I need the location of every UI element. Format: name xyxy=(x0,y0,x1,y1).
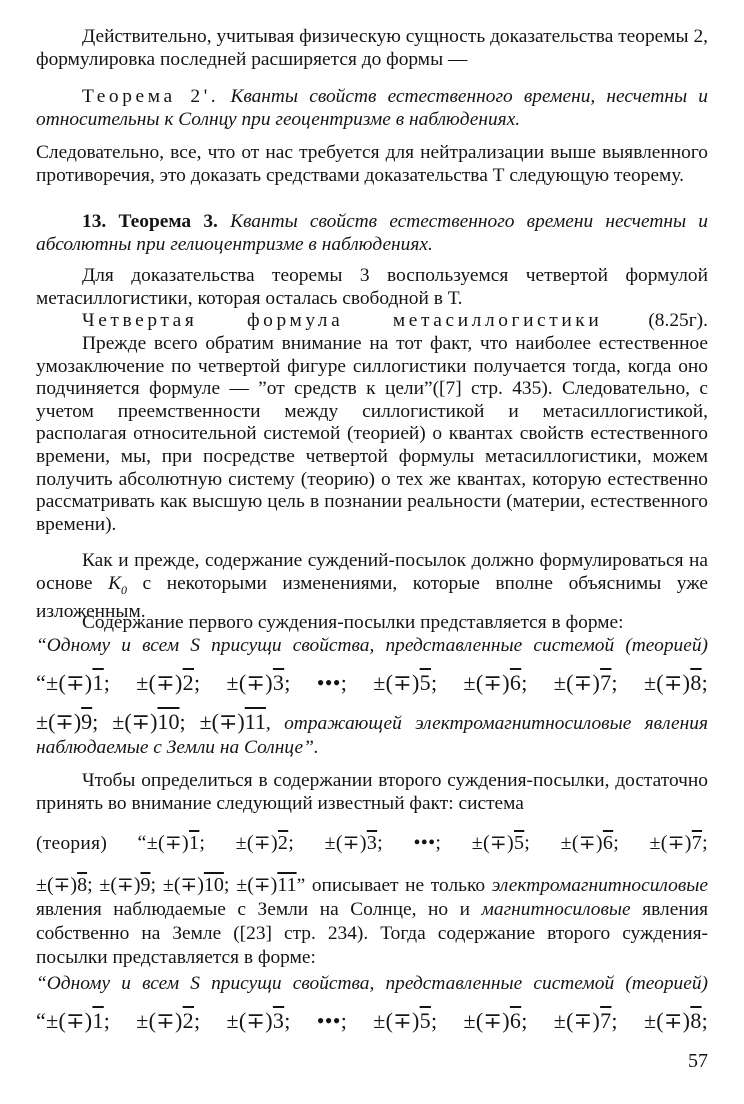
premise-1-heading: “Одному и всем S присущи свойства, представленные системой (теорией) xyxy=(36,635,708,656)
paragraph-7: Чтобы определиться в содержании второго суждения-посылки, достаточно принять во внимание следующий известный факт: система xyxy=(36,770,708,814)
premise-2-formula-line-1: “±(∓)1; ±(∓)2; ±(∓)3; •••; ±(∓)5; ±(∓)6; ±(∓)7; ±(∓)8; xyxy=(36,1008,709,1033)
premise-2-theory: (теорией) xyxy=(625,973,708,994)
paragraph-8: ±(∓)8; ±(∓)9; ±(∓)10; ±(∓)11” описывает не только электромагнитносиловые явления наблюдаемые с Земли на Солнце, но и магнитносиловые явления собственно на Земле ([23] стр. 234). Тогда содержание второго суждения-посылки представляется в форме: xyxy=(36,874,708,968)
paragraph-1: Действительно, учитывая физическую сущность доказательства теоремы 2, формулировка последней расширяется до формы — xyxy=(36,26,708,70)
premise-1-formula-line-2: ±(∓)9; ±(∓)10; ±(∓)11, отражающей электромагнитносиловые явления наблюдаемые с Земли на Солнце”. xyxy=(36,709,708,758)
paragraph-8-formula-line-1: (теория) “±(∓)1; ±(∓)2; ±(∓)3; •••; ±(∓)5; ±(∓)6; ±(∓)7; xyxy=(36,832,708,854)
theorem-2-text: Кванты свойств естественного времени, несчетны и относительны к Солнцу при геоцентризме в наблюдениях. xyxy=(36,86,708,130)
paragraph-4: Прежде всего обратим внимание на тот факт, что наиболее естественное умозаключение по четвертой фигуре силлогистики получается тогда, когда оно подчиняется формуле — ”от средств к цели”([7] стр. 435). Следовательно, с учетом преемственности между силлогистикой и метасиллогистикой, располагая относительной системой (теорией) о квантах свойств естественного времени, мы, при посредстве четвертой формулы метасиллогистики, можем получить абсолютную систему (теорию) о тех же квантах, которую естественно рассматривать как высшую цель в познании реальности (материи, естественного времени). xyxy=(36,333,708,535)
formula-4-heading xyxy=(36,310,708,333)
formula-4-label: Четвертая формула метасиллогистики xyxy=(82,310,603,331)
page-number: 57 xyxy=(688,1050,708,1072)
theorem-2-label: Теорема 2'. xyxy=(82,86,220,107)
theorem-3-text: Кванты свойств естественного времени несчетны и абсолютны при гелиоцентризме в наблюдениях. xyxy=(36,211,708,255)
formula-4-ref: (8.25г). xyxy=(648,310,708,331)
premise-1-formula-line-1: “±(∓)1; ±(∓)2; ±(∓)3; •••; ±(∓)5; ±(∓)6; ±(∓)7; ±(∓)8; xyxy=(36,670,709,695)
k-symbol: $K_0$ xyxy=(108,572,127,597)
theorem-3 xyxy=(36,211,708,256)
paragraph-5: Как и прежде, содержание суждений-посылок должно формулироваться на основе $K_0$ с некоторыми изменениями, которые вполне объяснимы уже изложенным. xyxy=(36,550,708,623)
premise-1-text: Одному и всем S присущи свойства, представленные системой xyxy=(46,635,615,656)
premise-1-tail: , отражающей электромагнитносиловые явления наблюдаемые с Земли на Солнце”. xyxy=(36,713,708,758)
theorem-3-label: 13. Теорема 3. xyxy=(82,211,218,232)
paragraph-2: Следовательно, все, что от нас требуется для нейтрализации выше выявленного противоречия, это доказать средствами доказательства Т следующую теорему. xyxy=(36,142,708,186)
premise-1-theory: (теорией) xyxy=(625,635,708,656)
premise-2-heading: “Одному и всем S присущи свойства, представленные системой (теорией) xyxy=(36,973,708,994)
paragraph-3: Для доказательства теоремы 3 воспользуемся четвертой формулой метасиллогистики, которая осталась свободной в Т. xyxy=(36,265,708,309)
paragraph-6: Содержание первого суждения-посылки представляется в форме: xyxy=(82,612,624,633)
theorem-2-prime xyxy=(36,86,708,131)
premise-2-text: Одному и всем S присущи свойства, представленные системой xyxy=(46,973,615,994)
